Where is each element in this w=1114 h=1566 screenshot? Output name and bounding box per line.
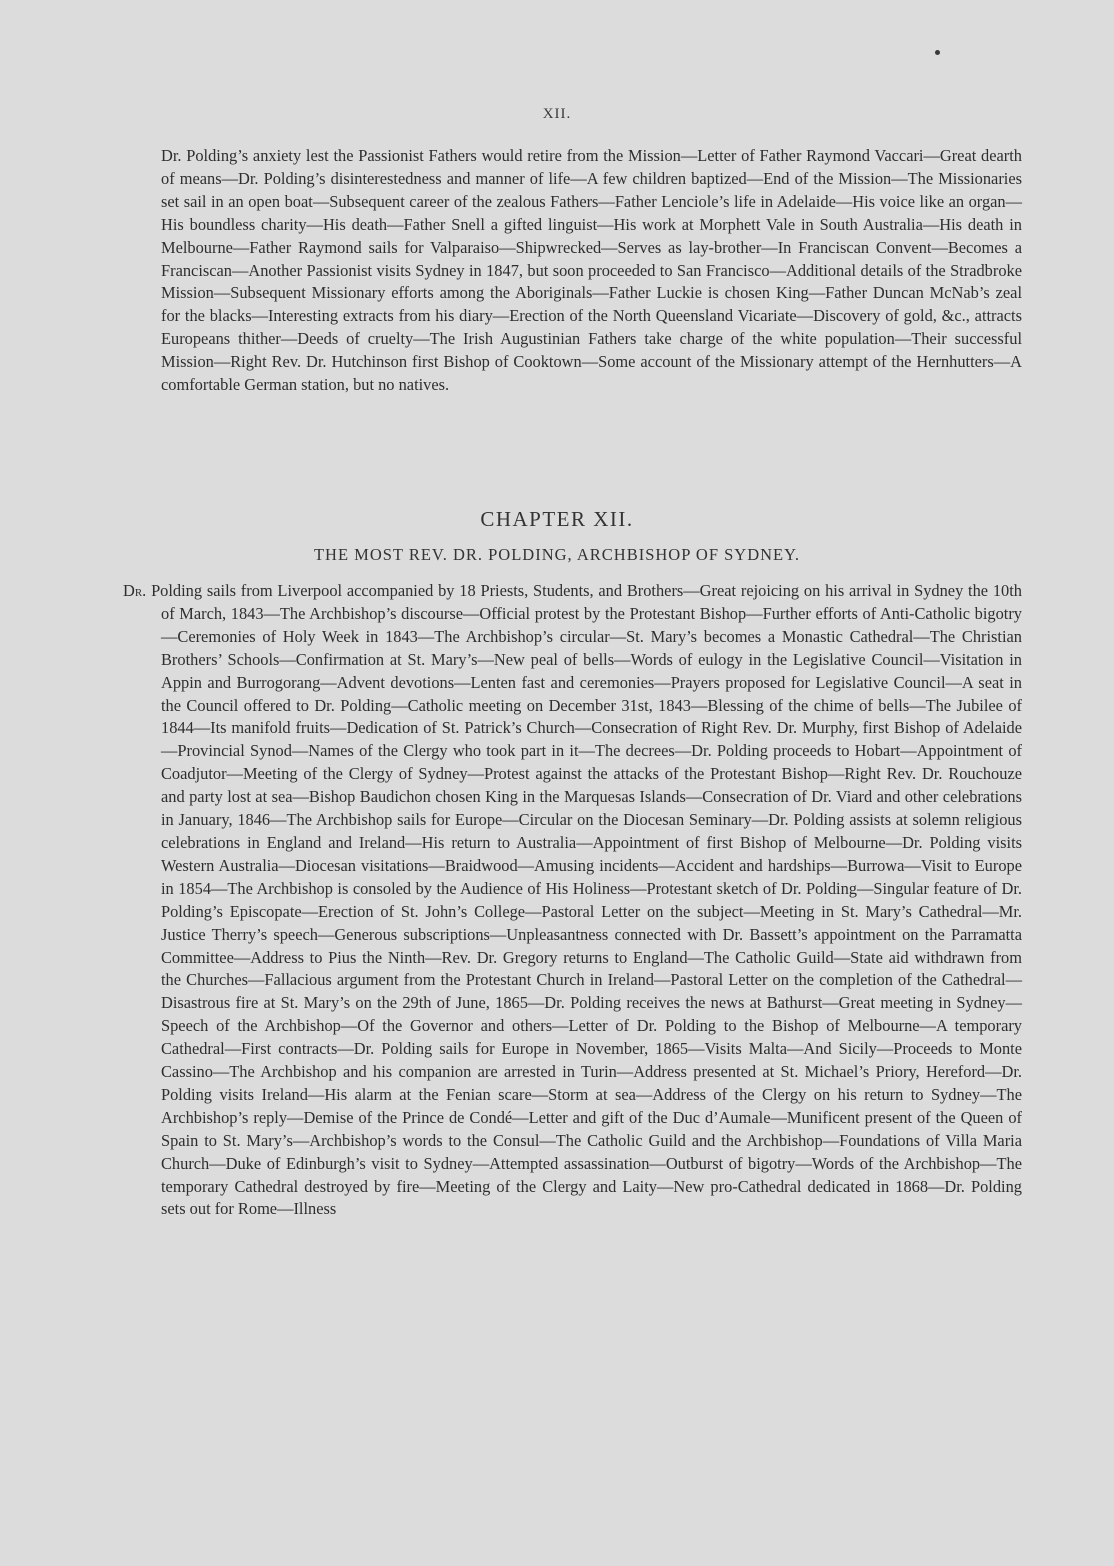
chapter-summary-text: Polding sails from Liverpool accompanied by 18 Priests, Students, and Brothers—Great rejoicing on his arrival in Sydney the 10th of March, 1843—The Archbishop’s discourse—Official protest by the Protestant Bishop—Further efforts of Anti-Catholic bigotry—Ceremonies of Holy Week in 1843—The Archbishop’s circular—St. Mary’s becomes a Monastic Cathedral—The Christian Brothers’ Schools—Confirmation at St. Mary’s—New peal of bells—Words of eulogy in the Legislative Council—Visitation in Appin and Burrogorang—Advent devotions—Lenten fast and ceremonies—Prayers proposed for Legislative Council—A seat in the Council offered to Dr. Polding—Catholic meeting on December 31st, 1843—Blessing of the chime of bells—The Jubilee of 1844—Its manifold fruits—Dedication of St. Patrick’s Church—Consecration of Right Rev. Dr. Murphy, first Bishop of Adelaide—Provincial Synod—Names of the Clergy who took part in it—The decrees—Dr. Polding proceeds to Hobart—Appointment of Coadjutor—Meeting of the Clergy of Sydney—Protest against the attacks of the Protestant Bishop—Right Rev. Dr. Rouchouze and party lost at sea—Bishop Baudichon chosen King in the Marquesas Islands—Consecration of Dr. Viard and other celebrations in January, 1846—The Archbishop sails for Europe—Circular on the Diocesan Seminary—Dr. Polding assists at solemn religious celebrations in England and Ireland—His return to Australia—Appointment of first Bishop of Melbourne—Dr. Polding visits Western Australia—Diocesan visitations—Braidwood—Amusing incidents—Accident and hardships—Burrowa—Visit to Europe in 1854—The Archbishop is consoled by the Audience of His Holiness—Protestant sketch of Dr. Polding—Singular feature of Dr. Polding’s Episcopate—Erection of St. John’s College—Pastoral Letter on the subject—Meeting in St. Mary’s Cathedral—Mr. Justice Therry’s speech—Generous subscriptions—Unpleasantness connected with Dr. Bassett’s appointment on the Parramatta Committee—Address to Pius the Ninth—Rev. Dr. Gregory returns to England—The Catholic Guild—State aid withdrawn from the Churches—Fallacious argument from the Protestant Church in Ireland—Pastoral Letter on the completion of the Cathedral—Disastrous fire at St. Mary’s on the 29th of June, 1865—Dr. Polding receives the news at Bathurst—Great meeting in Sydney—Speech of the Archbishop—Of the Governor and others—Letter of Dr. Polding to the Bishop of Melbourne—A temporary Cathedral—First contracts—Dr. Polding sails for Europe in November, 1865—Visits Malta—And Sicily—Proceeds to Monte Cassino—The Archbishop and his companion are arrested in Turin—Address presented at St. Michael’s Priory, Hereford—Dr. Polding visits Ireland—His alarm at the Fenian scare—Storm at sea—Address of the Clergy on his return to Sydney—The Archbishop’s reply—Demise of the Prince de Condé—Letter and gift of the Duc d’Aumale—Munificent present of the Queen of Spain to St. Mary’s—Archbishop’s words to the Consul—The Catholic Guild and the Archbishop—Foundations of Villa Maria Church—Duke of Edinburgh’s visit to Sydney—Attempted assassination—Outburst of bigotry—Words of the Archbishop—The temporary Cathedral destroyed by fire—Meeting of the Clergy and Laity—New pro-Cathedral dedicated in 1868—Dr. Polding sets out for Rome—Illness (146, 581, 1022, 1219)
ink-speck (935, 50, 940, 55)
chapter-summary-lead-word: Dr. (123, 581, 147, 600)
chapter-heading: CHAPTER XII. (480, 507, 634, 531)
page-number: XII. (542, 106, 572, 122)
previous-chapter-summary: Dr. Polding’s anxiety lest the Passionist Fathers would retire from the Mission—Letter of Father Raymond Vaccari—Great dearth of means—Dr. Polding’s disinterestedness and manner of life—A few children baptized—End of the Mission—The Missionaries set sail in an open boat—Subsequent career of the zealous Fathers—Father Lenciole’s life in Adelaide—His voice like an organ—His boundless charity—His death—Father Snell a gifted linguist—His work at Morphett Vale in South Australia—His death in Melbourne—Father Raymond sails for Valparaiso—Shipwrecked—Serves as lay-brother—In Franciscan Convent—Becomes a Franciscan—Another Passionist visits Sydney in 1847, but soon proceeded to San Francisco—Additional details of the Stradbroke Mission—Subsequent Missionary efforts among the Aboriginals—Father Luckie is chosen King—Father Duncan McNab’s zeal for the blacks—Interesting extracts from his diary—Erection of the North Queensland Vicariate—Discovery of gold, &c., attracts Europeans thither—Deeds of cruelty—The Irish Augustinian Fathers take charge of the white population—Their successful Mission—Right Rev. Dr. Hutchinson first Bishop of Cooktown—Some account of the Missionary attempt of the Hernhutters—A comfortable German station, but no natives. (161, 146, 1022, 395)
chapter-summary (123, 580, 1022, 1221)
chapter-subtitle: THE MOST REV. DR. POLDING, ARCHBISHOP OF SYDNEY. (313, 545, 801, 564)
